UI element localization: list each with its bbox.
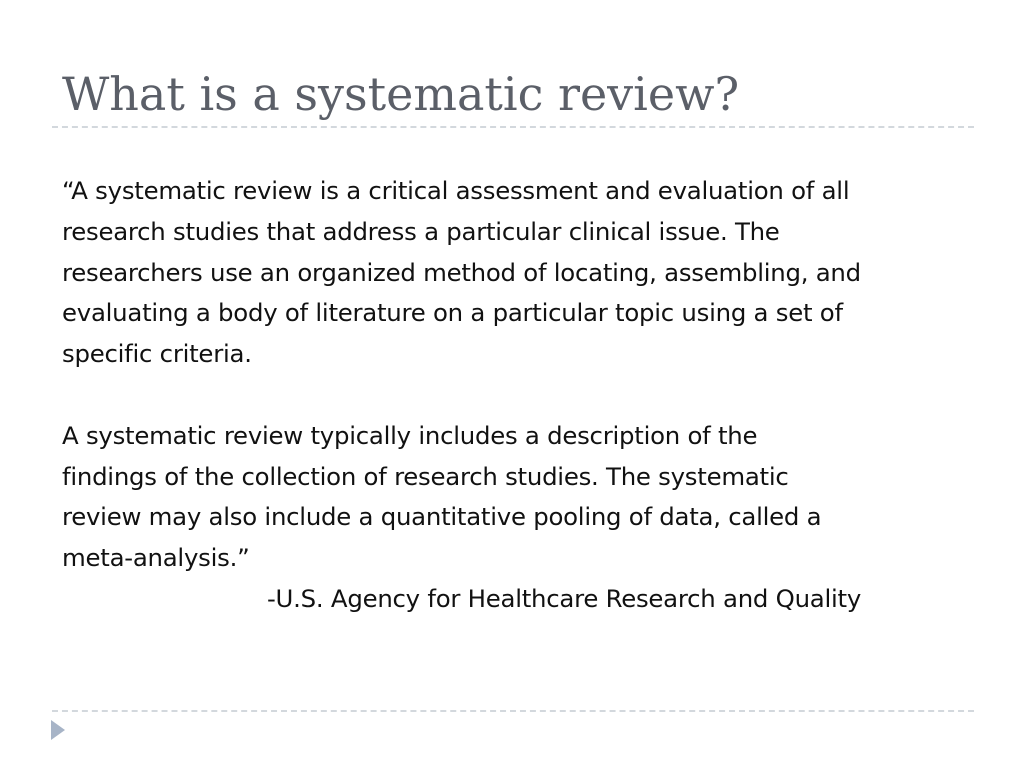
slide-body: [62, 171, 967, 620]
text-line: meta-analysis.”: [62, 543, 250, 573]
text-line: A systematic review typically includes a description of the: [62, 420, 758, 450]
quote-attribution: -U.S. Agency for Healthcare Research and Quality: [267, 583, 862, 613]
slide-title: What is a systematic review?: [62, 67, 740, 121]
text-line: researchers use an organized method of locating, assembling, and: [62, 257, 861, 287]
triangle-right-icon: [51, 720, 65, 740]
quote-paragraph-2: [62, 416, 967, 579]
footer-divider: [52, 710, 974, 712]
text-line: research studies that address a particular clinical issue. The: [62, 216, 780, 246]
text-line: specific criteria.: [62, 339, 252, 369]
title-divider: [52, 126, 974, 128]
quote-paragraph-1: [62, 171, 967, 375]
text-line: review may also include a quantitative pooling of data, called a: [62, 502, 822, 532]
text-line: findings of the collection of research studies. The systematic: [62, 461, 789, 491]
text-line: evaluating a body of literature on a particular topic using a set of: [62, 298, 843, 328]
paragraph-gap: [62, 375, 967, 416]
text-line: “A systematic review is a critical assessment and evaluation of all: [62, 176, 850, 205]
